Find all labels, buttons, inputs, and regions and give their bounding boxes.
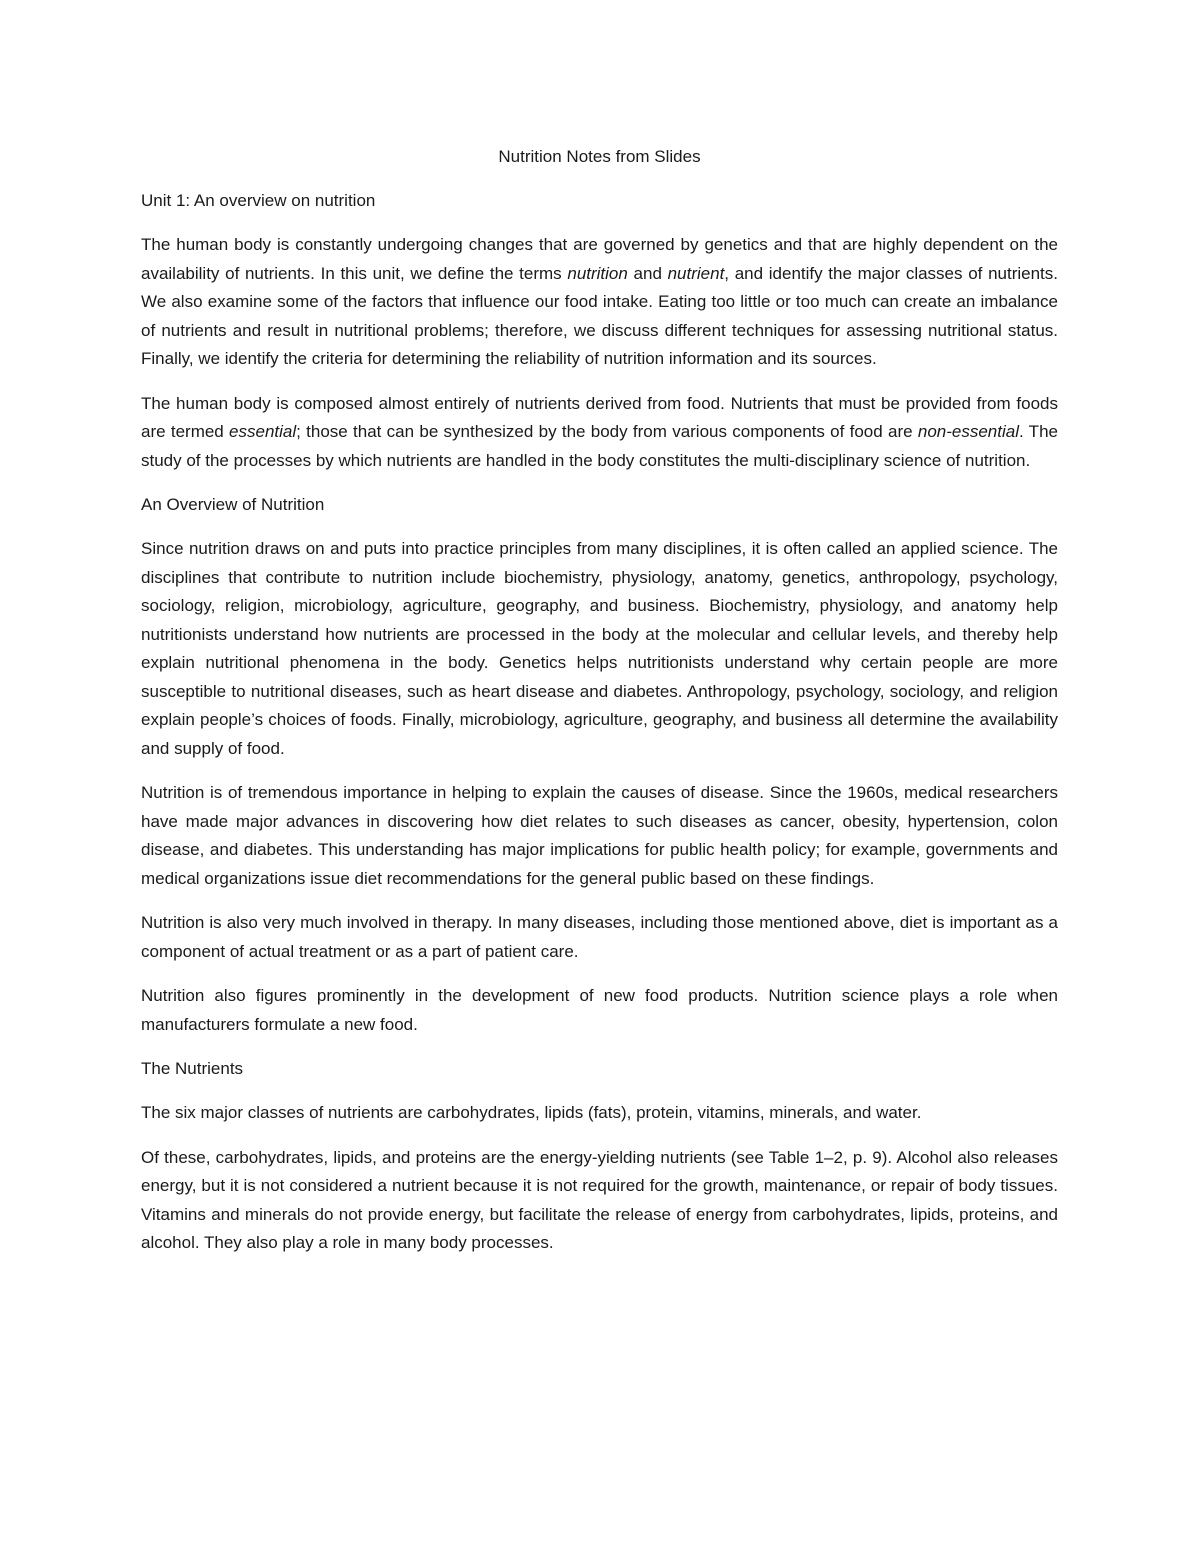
paragraph-unit-intro <box>141 231 1058 374</box>
term-nutrient: nutrient <box>667 263 725 283</box>
term-non-essential: non-essential <box>917 422 1019 441</box>
document-body <box>141 143 1058 1274</box>
paragraph-text: The human body is constantly undergoing changes that are governed by genetics and that are highly dependent on the availability of nutrients. In this unit, we define the terms <box>141 235 1058 283</box>
paragraph-text: and <box>627 263 668 283</box>
nutrients-heading: The Nutrients <box>141 1059 244 1078</box>
paragraph-food-products: Nutrition also figures prominently in the development of new food products. Nutrition science plays a role when manufacturers formulate a new food. <box>141 986 1058 1034</box>
term-essential: essential <box>229 422 297 441</box>
paragraph-disciplines: Since nutrition draws on and puts into practice principles from many disciplines, it is often called an applied science. The disciplines that contribute to nutrition include biochemistry, physiology, anatomy, genetics, anthropology, psychology, sociology, religion, microbiology, agriculture, geography, and business. Biochemistry, physiology, and anatomy help nutritionists understand how nutrients are processed in the body at the molecular and cellular levels, and thereby help explain nutritional phenomena in the body. Genetics helps nutritionists understand why certain people are more susceptible to nutritional diseases, such as heart disease and diabetes. Anthropology, psychology, sociology, and religion explain people’s choices of foods. Finally, microbiology, agriculture, geography, and business all determine the availability and supply of food. <box>141 539 1058 758</box>
paragraph-text: The human body is composed almost entirely of nutrients derived from food. Nutrients that must be provided from foods are termed <box>141 393 1058 441</box>
overview-heading: An Overview of Nutrition <box>141 495 325 514</box>
paragraph-text: , and identify the major classes of nutrients. We also examine some of the factors that influence our food intake. Eating too little or too much can create an imbalance of nutrients and result in nutritional problems; therefore, we discuss different techniques for assessing nutritional status. Finally, we identify the criteria for determining the reliability of nutrition information and its sources. <box>141 263 1058 368</box>
document-title: Nutrition Notes from Slides <box>498 147 701 166</box>
paragraph-text: ; those that can be synthesized by the body from various components of food are <box>296 422 918 441</box>
paragraph-six-classes: The six major classes of nutrients are carbohydrates, lipids (fats), protein, vitamins, minerals, and water. <box>141 1103 922 1122</box>
paragraph-therapy: Nutrition is also very much involved in therapy. In many diseases, including those mentioned above, diet is important as a component of actual treatment or as a part of patient care. <box>141 913 1058 961</box>
paragraph-disease: Nutrition is of tremendous importance in helping to explain the causes of disease. Since the 1960s, medical researchers have made major advances in discovering how diet relates to such diseases as cancer, obesity, hypertension, colon disease, and diabetes. This understanding has major implications for public health policy; for example, governments and medical organizations issue diet recommendations for the general public based on these findings. <box>141 783 1058 888</box>
paragraph-body-composition <box>141 390 1058 476</box>
term-nutrition: nutrition <box>567 263 628 283</box>
unit-heading: Unit 1: An overview on nutrition <box>141 191 376 210</box>
paragraph-energy-yielding: Of these, carbohydrates, lipids, and proteins are the energy-yielding nutrients (see Table 1–2, p. 9). Alcohol also releases energy, but it is not considered a nutrient because it is not required for the growth, maintenance, or repair of body tissues. Vitamins and minerals do not provide energy, but facilitate the release of energy from carbohydrates, lipids, proteins, and alcohol. They also play a role in many body processes. <box>141 1147 1058 1252</box>
paragraph-text: . The study of the processes by which nutrients are handled in the body constitutes the multi-disciplinary science of nutrition. <box>141 422 1058 470</box>
